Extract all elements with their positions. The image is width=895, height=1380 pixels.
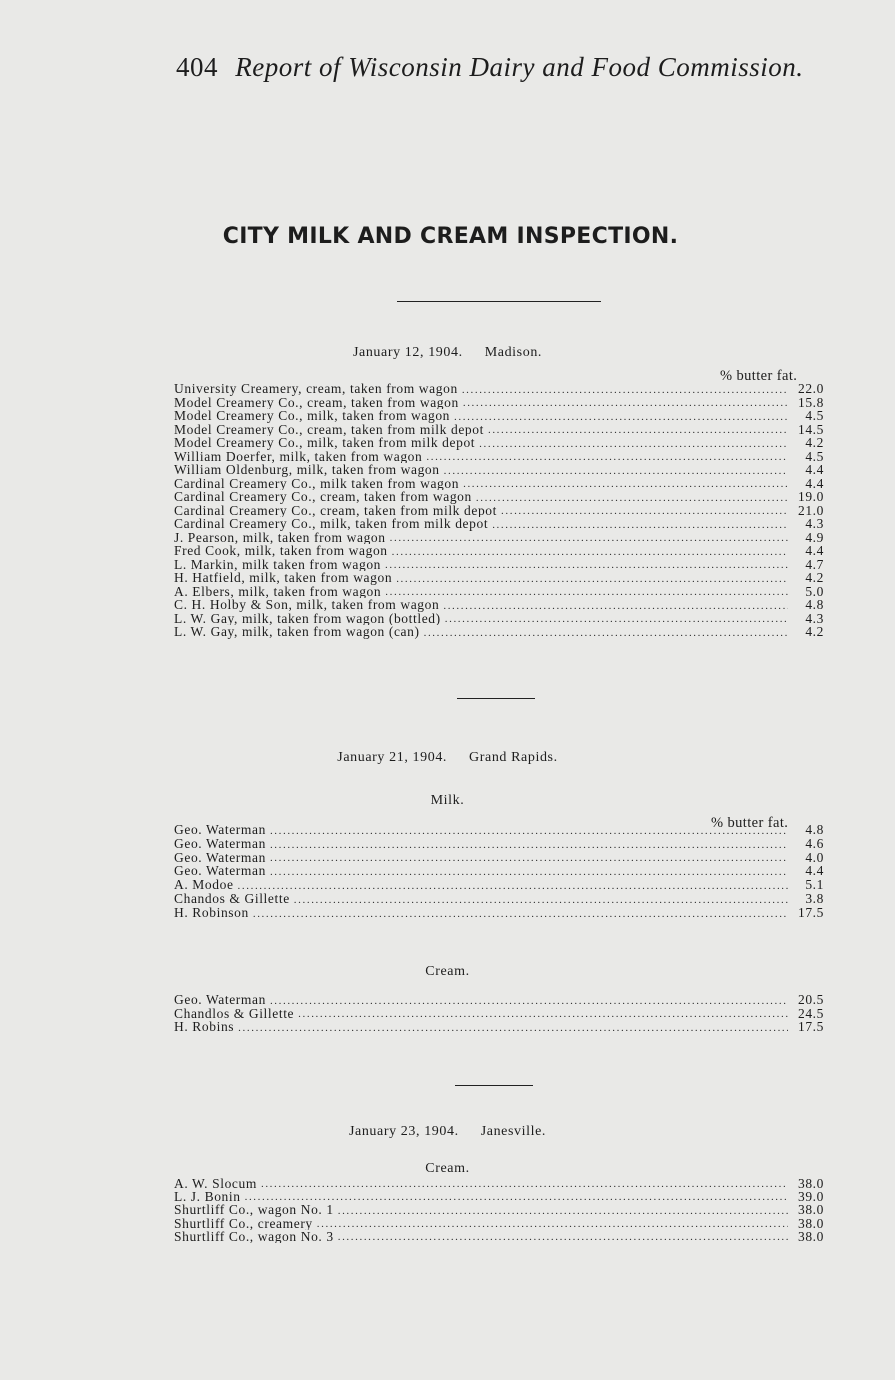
- row-value: 21.0: [797, 503, 824, 517]
- row-value: 38.0: [797, 1229, 824, 1243]
- row-value: 17.5: [797, 905, 824, 920]
- row-name: L. Markin, milk taken from wagon: [174, 557, 382, 571]
- row-value: 5.0: [805, 584, 824, 598]
- row-value: 4.0: [805, 850, 824, 865]
- table-row: [174, 1020, 824, 1034]
- section-heading-janesville: [0, 1124, 895, 1140]
- row-value: 4.2: [805, 436, 824, 450]
- dot-leader: [476, 493, 788, 504]
- dot-leader: [488, 425, 788, 436]
- dot-leader: [238, 1023, 788, 1034]
- dot-leader: [385, 587, 788, 598]
- row-name: Model Creamery Co., cream, taken from milk depot: [174, 422, 484, 436]
- section-date: January 23, 1904.: [348, 1124, 459, 1139]
- row-name: Cardinal Creamery Co., milk, taken from milk depot: [174, 517, 489, 531]
- dot-leader: [270, 853, 788, 864]
- table-row: [174, 544, 824, 558]
- table-row: [174, 558, 824, 572]
- row-value: 20.5: [797, 993, 824, 1007]
- row-name: Cardinal Creamery Co., milk taken from wagon: [174, 476, 460, 490]
- section-heading-grand-rapids: [0, 750, 895, 766]
- row-name: H. Robins: [174, 1020, 235, 1034]
- divider-rule: [457, 698, 535, 699]
- divider-rule: [397, 301, 601, 302]
- subsection-label-cream: Cream.: [425, 1161, 470, 1176]
- dot-leader: [463, 479, 788, 490]
- table-row: [174, 892, 824, 906]
- row-name: Shurtliff Co., creamery: [174, 1216, 313, 1230]
- grand-rapids-milk-table: [174, 823, 824, 920]
- dot-leader: [501, 506, 788, 517]
- table-row: [174, 463, 824, 477]
- row-value: 4.3: [805, 517, 824, 531]
- table-row: [174, 477, 824, 491]
- row-name: Geo. Waterman: [174, 864, 266, 879]
- dot-leader: [444, 466, 788, 477]
- row-value: 4.5: [805, 409, 824, 423]
- row-name: Shurtliff Co., wagon No. 3: [174, 1229, 334, 1243]
- page-number: 404: [176, 52, 218, 82]
- dot-leader: [424, 628, 788, 639]
- row-value: 38.0: [797, 1203, 824, 1217]
- dot-leader: [245, 1192, 788, 1203]
- grand-rapids-cream-table: [174, 993, 824, 1034]
- row-value: 3.8: [805, 891, 824, 906]
- table-row: [174, 625, 824, 639]
- janesville-cream-table: [174, 1177, 824, 1243]
- dot-leader: [270, 867, 788, 878]
- column-header-butter-fat: % butter fat.: [720, 368, 798, 384]
- row-name: Geo. Waterman: [174, 850, 266, 865]
- table-row: [174, 517, 824, 531]
- row-value: 24.5: [797, 1006, 824, 1020]
- row-value: 4.2: [805, 625, 824, 639]
- table-row: [174, 585, 824, 599]
- row-value: 17.5: [797, 1020, 824, 1034]
- row-value: 4.9: [805, 530, 824, 544]
- table-row: [174, 851, 824, 865]
- table-row: [174, 490, 824, 504]
- section-city: Grand Rapids.: [469, 750, 558, 765]
- section-heading-madison: [0, 345, 895, 361]
- section-city: Madison.: [484, 345, 543, 360]
- dot-leader: [479, 439, 788, 450]
- dot-leader: [463, 398, 788, 409]
- row-name: Cardinal Creamery Co., cream, taken from milk depot: [174, 503, 498, 517]
- table-row: [174, 837, 824, 851]
- row-name: Fred Cook, milk, taken from wagon: [174, 544, 388, 558]
- row-value: 38.0: [797, 1177, 824, 1191]
- table-row: [174, 823, 824, 837]
- row-value: 4.8: [805, 823, 824, 837]
- page-title: CITY MILK AND CREAM INSPECTION.: [222, 224, 679, 249]
- table-row: [174, 423, 824, 437]
- dot-leader: [270, 996, 788, 1007]
- section-city: Janesville.: [480, 1124, 547, 1139]
- row-name: C. H. Holby & Son, milk, taken from wagon: [174, 598, 440, 612]
- row-name: Model Creamery Co., milk, taken from wagon: [174, 409, 451, 423]
- section-date: January 12, 1904.: [352, 345, 463, 360]
- dot-leader: [338, 1232, 788, 1243]
- table-row: [174, 409, 824, 423]
- row-name: A. W. Slocum: [174, 1177, 257, 1191]
- dot-leader: [261, 1179, 788, 1190]
- table-row: [174, 396, 824, 410]
- row-name: Geo. Waterman: [174, 836, 266, 851]
- row-value: 4.6: [805, 836, 824, 851]
- dot-leader: [443, 601, 788, 612]
- row-value: 4.4: [805, 544, 824, 558]
- row-name: Geo. Waterman: [174, 823, 266, 837]
- table-row: [174, 436, 824, 450]
- table-row: [174, 1007, 824, 1021]
- dot-leader: [253, 909, 788, 920]
- row-value: 39.0: [797, 1190, 824, 1204]
- table-row: [174, 531, 824, 545]
- row-value: 4.5: [805, 449, 824, 463]
- row-name: L. J. Bonin: [174, 1190, 241, 1204]
- row-name: University Creamery, cream, taken from wagon: [174, 382, 458, 396]
- table-row: [174, 864, 824, 878]
- dot-leader: [392, 547, 788, 558]
- row-value: 4.2: [805, 571, 824, 585]
- table-row: [174, 612, 824, 626]
- row-name: William Doerfer, milk, taken from wagon: [174, 449, 423, 463]
- section-date: January 21, 1904.: [337, 750, 448, 765]
- row-name: J. Pearson, milk, taken from wagon: [174, 530, 386, 544]
- row-name: Shurtliff Co., wagon No. 1: [174, 1203, 334, 1217]
- table-row: [174, 598, 824, 612]
- row-name: H. Robinson: [174, 905, 249, 920]
- dot-leader: [294, 895, 788, 906]
- table-row: [174, 1203, 824, 1216]
- table-row: [174, 450, 824, 464]
- dot-leader: [390, 533, 788, 544]
- row-name: Chandos & Gillette: [174, 891, 290, 906]
- dot-leader: [270, 840, 788, 851]
- row-name: Cardinal Creamery Co., cream, taken from wagon: [174, 490, 472, 504]
- row-value: 4.4: [805, 476, 824, 490]
- subsection-label-milk: Milk.: [430, 793, 465, 808]
- running-head: [176, 52, 804, 83]
- subsection-label-cream: Cream.: [425, 964, 470, 979]
- table-row: [174, 1217, 824, 1230]
- dot-leader: [426, 452, 788, 463]
- table-row: [174, 1177, 824, 1190]
- dot-leader: [492, 520, 788, 531]
- row-value: 15.8: [797, 395, 824, 409]
- table-row: [174, 993, 824, 1007]
- dot-leader: [385, 560, 788, 571]
- column-header-butter-fat: % butter fat.: [711, 815, 789, 831]
- dot-leader: [238, 881, 788, 892]
- table-row: [174, 382, 824, 396]
- table-row: [174, 878, 824, 892]
- row-value: 22.0: [797, 382, 824, 396]
- row-value: 5.1: [805, 878, 824, 892]
- row-name: Geo. Waterman: [174, 993, 266, 1007]
- row-value: 38.0: [797, 1216, 824, 1230]
- row-name: A. Elbers, milk, taken from wagon: [174, 584, 382, 598]
- row-value: 4.8: [805, 598, 824, 612]
- row-name: L. W. Gay, milk, taken from wagon (can): [174, 625, 420, 639]
- row-name: L. W. Gay, milk, taken from wagon (bottled): [174, 611, 441, 625]
- running-title: Report of Wisconsin Dairy and Food Commission.: [235, 52, 804, 82]
- row-value: 4.3: [805, 611, 824, 625]
- row-value: 19.0: [797, 490, 824, 504]
- row-value: 4.4: [805, 864, 824, 879]
- dot-leader: [396, 574, 788, 585]
- dot-leader: [338, 1206, 788, 1217]
- table-row: [174, 1190, 824, 1203]
- row-value: 4.4: [805, 463, 824, 477]
- row-name: Model Creamery Co., cream, taken from wagon: [174, 395, 459, 409]
- row-name: H. Hatfield, milk, taken from wagon: [174, 571, 393, 585]
- dot-leader: [445, 614, 788, 625]
- row-name: William Oldenburg, milk, taken from wagon: [174, 463, 440, 477]
- row-value: 14.5: [797, 422, 824, 436]
- dot-leader: [317, 1219, 788, 1230]
- table-row: [174, 504, 824, 518]
- divider-rule: [455, 1085, 533, 1086]
- dot-leader: [270, 826, 788, 837]
- row-name: A. Modoe: [174, 878, 234, 892]
- table-row: [174, 1230, 824, 1243]
- row-value: 4.7: [805, 557, 824, 571]
- table-row: [174, 571, 824, 585]
- dot-leader: [298, 1009, 788, 1020]
- table-row: [174, 906, 824, 920]
- dot-leader: [454, 412, 788, 423]
- row-name: Chandlos & Gillette: [174, 1006, 295, 1020]
- row-name: Model Creamery Co., milk, taken from milk depot: [174, 436, 476, 450]
- madison-table: [174, 382, 824, 639]
- dot-leader: [462, 385, 788, 396]
